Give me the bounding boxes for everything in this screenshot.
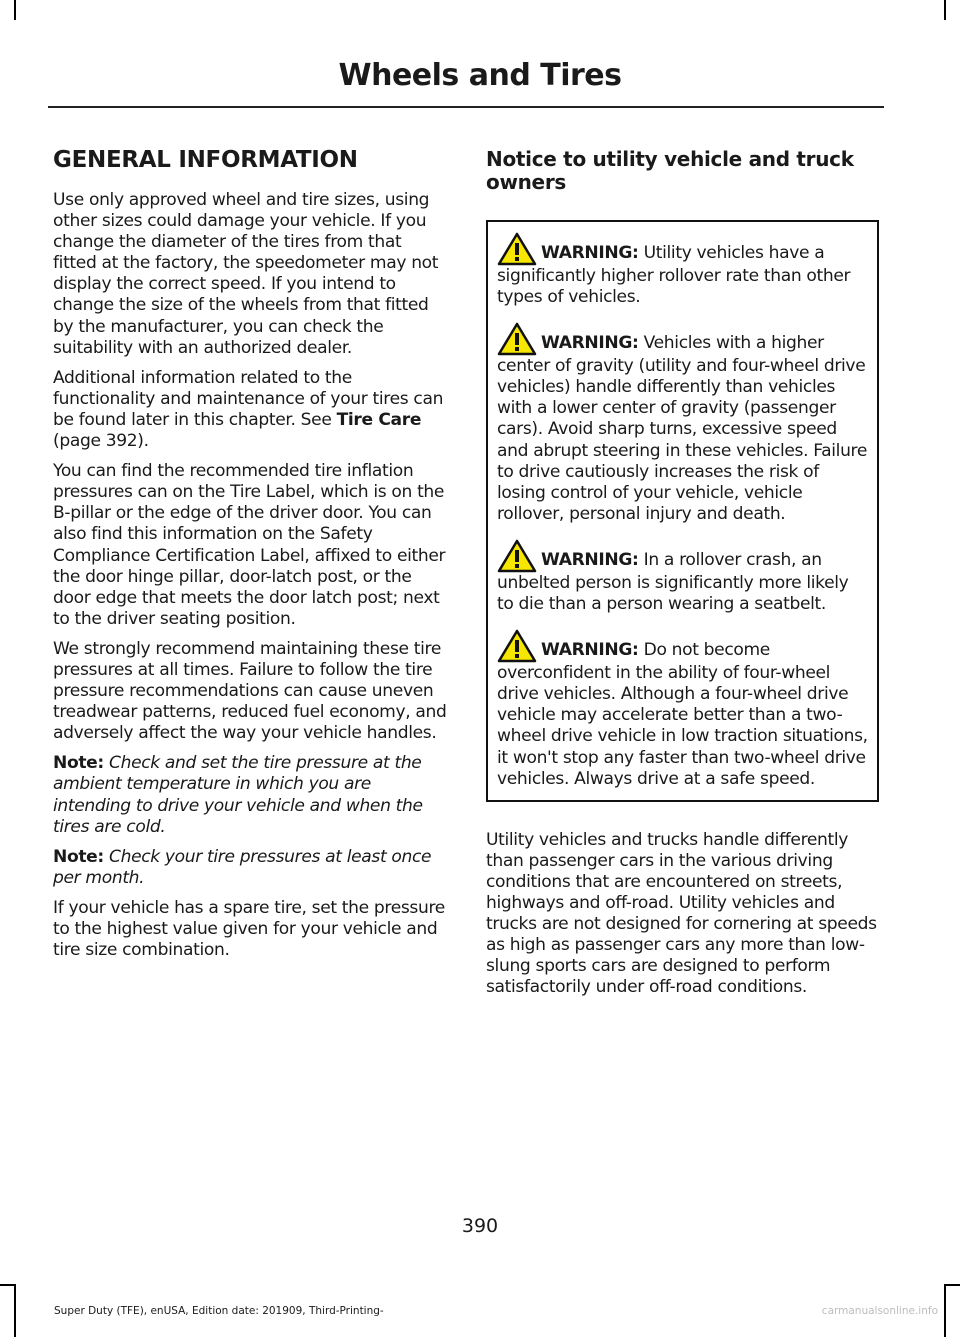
crop-mark-bottom-right-h bbox=[944, 1284, 960, 1286]
warning-rollover-crash bbox=[497, 539, 868, 615]
note-tire-pressure bbox=[53, 753, 447, 837]
tire-care-link[interactable]: Tire Care bbox=[336, 409, 422, 430]
warning-box bbox=[486, 220, 879, 802]
warning-text: Vehicles with a higher center of gravity (utility and four-wheel drive vehicles) handle differently than vehicles with a lower center of gravity (passenger cars). Avoid sharp turns, excessive speed and abrupt steering in these vehicles. Failure to drive cautiously increases the risk of losing control of your vehicle, vehicle rollover, personal injury and death. bbox=[497, 333, 868, 524]
watermark: carmanualsonline.info bbox=[821, 1305, 938, 1317]
warning-center-of-gravity bbox=[497, 322, 868, 525]
warning-text: In a rollover crash, an unbelted person is significantly more likely to die than a person wearing a seatbelt. bbox=[497, 549, 849, 615]
note-label: Note: bbox=[53, 753, 104, 774]
note-text: Check your tire pressures at least once per month. bbox=[53, 846, 432, 888]
warning-triangle-icon bbox=[497, 629, 537, 663]
footer-edition: Super Duty (TFE), enUSA, Edition date: 201909, Third-Printing- bbox=[54, 1305, 384, 1317]
page-header-title: Wheels and Tires bbox=[338, 58, 622, 93]
warning-triangle-icon bbox=[497, 232, 537, 266]
crop-mark-top-left bbox=[14, 0, 16, 20]
right-column bbox=[486, 146, 879, 1007]
warning-text: Utility vehicles have a significantly higher rollover rate than other types of vehicles. bbox=[497, 243, 851, 308]
warning-overconfidence bbox=[497, 629, 868, 790]
note-text: Check and set the tire pressure at the ambient temperature in which you are intending to drive your vehicle and when the tires are cold. bbox=[53, 753, 423, 837]
paragraph-inflation-pressures: You can find the recommended tire inflation pressures can on the Tire Label, which is on the B-pillar or the edge of the driver door. You can also find this information on the Safety Compliance Certification Label, affixed to either the door hinge pillar, door-latch post, or the door edge that meets the door latch post; next to the driver seating position. bbox=[53, 461, 446, 629]
paragraph-approved-sizes: Use only approved wheel and tire sizes, using other sizes could damage your vehicle. If you change the diameter of the tires from that fitted at the factory, the speedometer may not display the correct speed. If you intend to change the size of the wheels from that fitted by the manufacturer, you can check the suitability with an authorized dealer. bbox=[53, 190, 439, 358]
crop-mark-bottom-right-v bbox=[944, 1284, 946, 1337]
crop-mark-bottom-left-h bbox=[0, 1284, 16, 1286]
subsection-heading: Notice to utility vehicle and truck owners bbox=[486, 147, 854, 194]
warning-label: WARNING: bbox=[541, 549, 639, 570]
paragraph-maintain-pressures: We strongly recommend maintaining these tire pressures at all times. Failure to follow the tire pressure recommendations can cause uneven treadwear patterns, reduced fuel economy, and adversely affect the way your vehicle handles. bbox=[53, 638, 447, 744]
note-label: Note: bbox=[53, 846, 104, 867]
warning-label: WARNING: bbox=[541, 640, 639, 661]
left-column bbox=[53, 146, 447, 970]
page-number: 390 bbox=[461, 1215, 499, 1237]
header-divider bbox=[48, 106, 884, 108]
section-heading: GENERAL INFORMATION bbox=[53, 147, 358, 173]
crop-mark-bottom-left-v bbox=[14, 1284, 16, 1337]
warning-triangle-icon bbox=[497, 539, 537, 573]
warning-label: WARNING: bbox=[541, 333, 639, 354]
warning-rollover-rate bbox=[497, 232, 868, 308]
page-reference: (page 392). bbox=[53, 431, 149, 452]
crop-mark-top-right bbox=[944, 0, 946, 20]
paragraph-utility-handling: Utility vehicles and trucks handle differently than passenger cars in the various driving conditions that are encountered on streets, highways and off-road. Utility vehicles and trucks are not designed for cornering at speeds as high as passenger cars any more than low-slung sports cars are designed to perform satisfactorily under off-road conditions. bbox=[486, 829, 877, 998]
paragraph-additional-info bbox=[53, 368, 447, 452]
warning-label: WARNING: bbox=[541, 243, 639, 263]
warning-text: Do not become overconfident in the ability of four-wheel drive vehicles. Although a four-wheel drive vehicle may accelerate better than a two-wheel drive vehicle in low traction situations, it won't stop any faster than two-wheel drive vehicles. Always drive at a safe speed. bbox=[497, 640, 868, 789]
note-monthly-check bbox=[53, 847, 447, 889]
paragraph-text: Additional information related to the functionality and maintenance of your tires can be found later in this chapter. See bbox=[53, 367, 444, 430]
warning-triangle-icon bbox=[497, 322, 537, 356]
paragraph-spare-tire: If your vehicle has a spare tire, set the pressure to the highest value given for your vehicle and tire size combination. bbox=[53, 897, 445, 961]
